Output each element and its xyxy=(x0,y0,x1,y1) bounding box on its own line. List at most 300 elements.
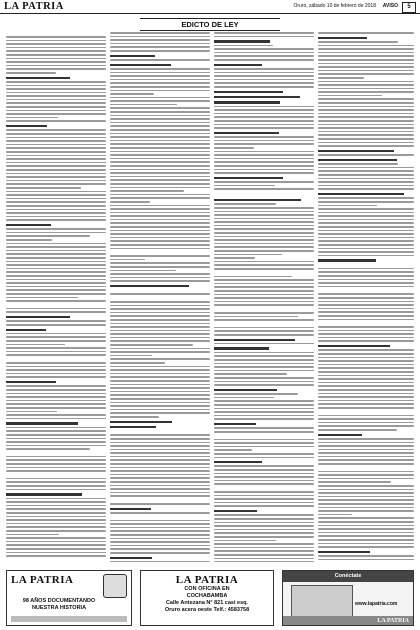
text-line xyxy=(110,398,210,400)
text-line xyxy=(6,548,106,550)
text-line xyxy=(6,366,106,368)
text-line xyxy=(318,188,414,190)
text-line xyxy=(318,418,414,420)
text-line xyxy=(214,297,314,299)
text-line xyxy=(214,449,252,451)
text-line xyxy=(6,191,106,193)
text-line xyxy=(318,275,414,277)
text-line xyxy=(318,546,414,548)
text-line xyxy=(214,203,276,205)
text-line xyxy=(214,172,314,174)
text-line xyxy=(318,459,414,461)
text-line xyxy=(110,59,210,61)
text-line xyxy=(318,215,414,217)
paragraph-heading xyxy=(6,422,78,424)
text-line xyxy=(318,396,414,398)
text-column-3 xyxy=(214,32,314,562)
text-line xyxy=(214,415,314,417)
text-line xyxy=(110,97,210,99)
paragraph-heading xyxy=(214,91,283,93)
text-line xyxy=(318,308,414,310)
text-line xyxy=(318,333,414,335)
paragraph-heading xyxy=(318,551,370,553)
text-line xyxy=(214,330,314,332)
text-line xyxy=(318,535,414,537)
paragraph-heading xyxy=(318,159,397,161)
text-line xyxy=(110,270,176,272)
text-line xyxy=(214,558,314,560)
text-line xyxy=(214,181,314,183)
text-line xyxy=(6,61,106,63)
text-line xyxy=(214,32,314,34)
text-line xyxy=(110,133,210,135)
text-line xyxy=(318,98,414,100)
paragraph-heading xyxy=(214,510,257,512)
text-line xyxy=(110,463,210,465)
paragraph-heading xyxy=(214,461,262,463)
text-line xyxy=(6,216,106,218)
edict-title: EDICTO DE LEY xyxy=(140,18,280,31)
text-line xyxy=(214,505,314,507)
text-line xyxy=(110,244,210,246)
text-line xyxy=(318,174,414,176)
text-line xyxy=(214,52,314,54)
text-line xyxy=(318,364,414,366)
text-line xyxy=(214,116,314,118)
text-line xyxy=(214,495,314,497)
text-line xyxy=(318,32,414,34)
text-line xyxy=(318,301,414,303)
ad-tagline xyxy=(11,598,107,612)
text-line xyxy=(214,522,314,524)
text-line xyxy=(110,172,210,174)
text-line xyxy=(214,211,314,213)
text-line xyxy=(6,147,106,149)
text-line xyxy=(110,552,210,554)
text-line xyxy=(214,532,314,534)
text-line xyxy=(110,409,210,411)
text-line xyxy=(318,145,414,147)
text-line xyxy=(6,541,106,543)
text-line xyxy=(318,311,414,313)
text-line xyxy=(318,181,414,183)
text-line xyxy=(318,357,414,359)
text-line xyxy=(110,111,210,113)
text-line xyxy=(214,327,314,329)
text-line xyxy=(318,543,414,545)
text-line xyxy=(214,120,314,122)
text-line xyxy=(214,154,314,156)
text-line xyxy=(6,219,106,221)
text-line xyxy=(214,312,314,314)
text-line xyxy=(110,405,210,407)
text-line xyxy=(6,336,106,338)
text-line xyxy=(110,474,210,476)
text-line xyxy=(318,514,352,516)
text-line xyxy=(6,271,106,273)
text-line xyxy=(214,55,314,57)
text-line xyxy=(110,151,210,153)
text-line xyxy=(318,201,414,203)
text-line xyxy=(110,366,210,368)
ad-logo: LA PATRIA xyxy=(11,574,74,586)
text-line xyxy=(6,396,106,398)
text-line xyxy=(110,187,210,189)
text-line xyxy=(6,324,106,326)
text-line xyxy=(6,526,106,528)
text-line xyxy=(318,154,414,156)
text-line xyxy=(214,68,314,70)
text-line xyxy=(110,351,210,353)
text-line xyxy=(318,442,414,444)
text-line xyxy=(6,198,106,200)
text-line xyxy=(6,264,106,266)
text-line xyxy=(110,412,210,414)
text-line xyxy=(214,207,314,209)
text-line xyxy=(110,129,210,131)
text-line xyxy=(110,477,210,479)
text-line xyxy=(6,68,106,70)
text-line xyxy=(318,70,414,72)
text-line xyxy=(318,349,414,351)
text-line xyxy=(6,369,106,371)
text-line xyxy=(6,133,106,135)
ad-98-years[interactable] xyxy=(6,570,132,626)
text-line xyxy=(214,283,314,285)
text-line xyxy=(110,248,210,250)
text-line xyxy=(214,304,314,306)
text-line xyxy=(318,539,414,541)
text-line xyxy=(6,400,106,402)
text-line xyxy=(110,107,210,109)
text-line xyxy=(110,230,210,232)
text-line xyxy=(110,240,210,242)
text-line xyxy=(6,467,106,469)
text-line xyxy=(318,45,414,47)
text-line xyxy=(6,385,106,387)
text-line xyxy=(214,48,314,50)
text-line xyxy=(318,81,414,83)
text-line xyxy=(214,301,314,303)
text-line xyxy=(6,300,106,302)
text-line xyxy=(318,559,414,561)
text-line xyxy=(110,545,210,547)
text-line xyxy=(110,194,210,196)
paragraph-heading xyxy=(6,125,47,127)
text-line xyxy=(6,389,106,391)
text-line xyxy=(6,268,106,270)
paragraph-heading xyxy=(6,329,46,331)
text-line xyxy=(110,115,210,117)
text-line xyxy=(318,134,414,136)
text-line xyxy=(110,125,210,127)
text-line xyxy=(214,529,314,531)
text-line xyxy=(6,40,106,42)
text-line xyxy=(318,438,414,440)
text-line xyxy=(6,173,106,175)
text-line xyxy=(214,476,314,478)
paragraph-heading xyxy=(214,339,295,341)
masthead xyxy=(0,0,420,14)
text-line xyxy=(318,297,414,299)
text-line xyxy=(6,516,106,518)
text-line xyxy=(214,518,314,520)
text-line xyxy=(110,445,210,447)
ad-tagline-2: NUESTRA HISTORIA xyxy=(31,605,87,611)
text-line xyxy=(214,343,314,345)
text-line xyxy=(214,352,314,354)
text-line xyxy=(6,289,106,291)
text-line xyxy=(318,407,414,409)
text-line xyxy=(6,427,106,429)
paragraph-heading xyxy=(6,224,51,226)
text-line xyxy=(214,359,314,361)
text-line xyxy=(6,250,106,252)
text-line xyxy=(214,286,314,288)
text-line xyxy=(318,326,414,328)
text-line xyxy=(6,286,106,288)
ad-website[interactable] xyxy=(282,570,414,626)
text-line xyxy=(318,463,414,465)
text-line xyxy=(110,323,210,325)
text-line xyxy=(318,255,414,257)
text-line xyxy=(318,106,414,108)
text-line xyxy=(110,205,210,207)
text-line xyxy=(110,154,210,156)
text-line xyxy=(214,363,314,365)
text-line xyxy=(110,362,165,364)
text-line xyxy=(6,158,106,160)
text-line xyxy=(214,268,314,270)
ad-line-4: Oruro acera oeste Telf.: 4583758 xyxy=(164,607,250,613)
text-line xyxy=(318,185,414,187)
text-line xyxy=(110,165,210,167)
text-line xyxy=(214,381,314,383)
text-line xyxy=(6,293,106,295)
text-line xyxy=(214,214,314,216)
text-line xyxy=(110,179,210,181)
emblem-icon xyxy=(103,574,127,598)
text-line xyxy=(6,120,106,122)
text-line xyxy=(110,312,210,314)
text-line xyxy=(6,144,106,146)
paragraph-heading xyxy=(6,381,56,383)
text-line xyxy=(110,68,210,70)
text-line xyxy=(6,530,106,532)
text-line xyxy=(214,446,314,448)
text-line xyxy=(110,348,210,350)
text-line xyxy=(6,102,106,104)
text-line xyxy=(110,495,210,497)
text-line xyxy=(110,337,210,339)
text-line xyxy=(318,127,414,129)
paragraph-heading xyxy=(214,423,256,425)
text-column-1 xyxy=(6,32,106,562)
text-line xyxy=(6,58,106,60)
paragraph-heading xyxy=(318,193,404,195)
text-line xyxy=(110,140,210,142)
text-line xyxy=(110,394,210,396)
text-line xyxy=(6,512,106,514)
text-line xyxy=(6,228,106,230)
text-line xyxy=(214,483,314,485)
text-line xyxy=(318,219,414,221)
text-line xyxy=(6,92,106,94)
text-line xyxy=(110,376,210,378)
text-line xyxy=(318,95,382,97)
text-line xyxy=(6,311,106,313)
text-line xyxy=(214,236,314,238)
text-line xyxy=(318,360,414,362)
paragraph-heading xyxy=(6,493,82,495)
text-line xyxy=(318,485,414,487)
text-line xyxy=(318,63,414,65)
text-line xyxy=(110,340,210,342)
text-line xyxy=(318,471,414,473)
text-line xyxy=(110,561,210,562)
text-line xyxy=(110,262,210,264)
text-line xyxy=(318,385,414,387)
text-line xyxy=(110,449,210,451)
text-line xyxy=(6,235,90,237)
text-line xyxy=(214,221,314,223)
text-line xyxy=(110,147,210,149)
text-line xyxy=(110,215,210,217)
text-line xyxy=(110,459,210,461)
text-line xyxy=(110,452,210,454)
text-line xyxy=(6,85,106,87)
text-line xyxy=(214,514,314,516)
text-line xyxy=(6,99,106,101)
text-line xyxy=(110,481,210,483)
text-line xyxy=(318,555,414,557)
paragraph-heading xyxy=(110,64,171,66)
text-line xyxy=(214,442,314,444)
text-line xyxy=(110,176,210,178)
text-line xyxy=(6,47,106,49)
text-line xyxy=(214,290,314,292)
text-line xyxy=(318,222,414,224)
text-line xyxy=(318,371,414,373)
text-line xyxy=(6,180,106,182)
text-line xyxy=(6,320,106,322)
text-line xyxy=(110,308,210,310)
text-line xyxy=(110,326,210,328)
text-line xyxy=(318,503,414,505)
text-line xyxy=(110,467,210,469)
text-line xyxy=(6,205,106,207)
text-line xyxy=(318,271,414,273)
paragraph-heading xyxy=(110,508,151,510)
text-line xyxy=(110,222,210,224)
text-line xyxy=(110,104,177,106)
text-line xyxy=(318,532,414,534)
text-line xyxy=(318,208,414,210)
text-line xyxy=(110,538,210,540)
text-line xyxy=(214,439,314,441)
text-line xyxy=(6,470,106,472)
paragraph-gap xyxy=(214,192,314,196)
text-line xyxy=(214,334,314,336)
text-line xyxy=(214,319,314,321)
text-line xyxy=(6,129,106,131)
text-line xyxy=(214,404,314,406)
text-line xyxy=(318,304,414,306)
text-line xyxy=(6,498,106,500)
text-line xyxy=(6,243,106,245)
text-line xyxy=(214,453,314,455)
text-line xyxy=(6,201,106,203)
text-line xyxy=(110,161,210,163)
text-line xyxy=(110,32,210,34)
ad-header: Conéctate xyxy=(283,571,413,582)
text-line xyxy=(214,136,314,138)
text-line xyxy=(318,142,414,144)
text-line xyxy=(6,340,106,342)
text-line xyxy=(214,431,314,433)
text-line xyxy=(6,81,106,83)
text-line xyxy=(214,59,314,61)
ad-cochabamba-office[interactable] xyxy=(140,570,274,626)
text-line xyxy=(6,95,106,97)
text-line xyxy=(214,36,314,38)
website-link[interactable]: www.lapatria.com xyxy=(355,601,398,607)
text-line xyxy=(6,393,106,395)
text-line xyxy=(214,75,314,77)
text-line xyxy=(214,82,314,84)
text-line xyxy=(214,185,275,187)
text-line xyxy=(318,400,414,402)
paragraph-heading xyxy=(318,434,362,436)
text-line xyxy=(214,151,314,153)
text-line xyxy=(214,161,314,163)
text-line xyxy=(6,117,58,119)
text-line xyxy=(110,86,210,88)
text-line xyxy=(6,165,106,167)
text-line xyxy=(6,463,106,465)
text-line xyxy=(110,82,210,84)
text-line xyxy=(318,492,414,494)
paragraph-gap xyxy=(214,272,314,276)
text-line xyxy=(6,481,106,483)
text-line xyxy=(318,48,414,50)
text-line xyxy=(318,102,414,104)
text-line xyxy=(110,100,210,102)
text-line xyxy=(214,400,314,402)
text-line xyxy=(6,194,106,196)
text-line xyxy=(318,499,414,501)
text-line xyxy=(214,257,255,259)
text-line xyxy=(318,378,414,380)
text-line xyxy=(110,384,210,386)
text-line xyxy=(318,367,414,369)
text-line xyxy=(6,279,106,281)
text-line xyxy=(318,353,414,355)
text-line xyxy=(6,110,106,112)
text-line xyxy=(318,59,414,61)
text-line xyxy=(214,165,314,167)
text-line xyxy=(6,403,106,405)
ad-line-2: COCHABAMBA xyxy=(186,593,228,599)
paragraph-heading xyxy=(318,345,390,347)
paragraph-heading xyxy=(214,347,269,349)
text-line xyxy=(6,169,106,171)
paragraph-heading xyxy=(214,96,300,98)
text-line xyxy=(6,459,106,461)
text-line xyxy=(214,113,314,115)
text-line xyxy=(6,448,90,450)
text-line xyxy=(214,525,314,527)
